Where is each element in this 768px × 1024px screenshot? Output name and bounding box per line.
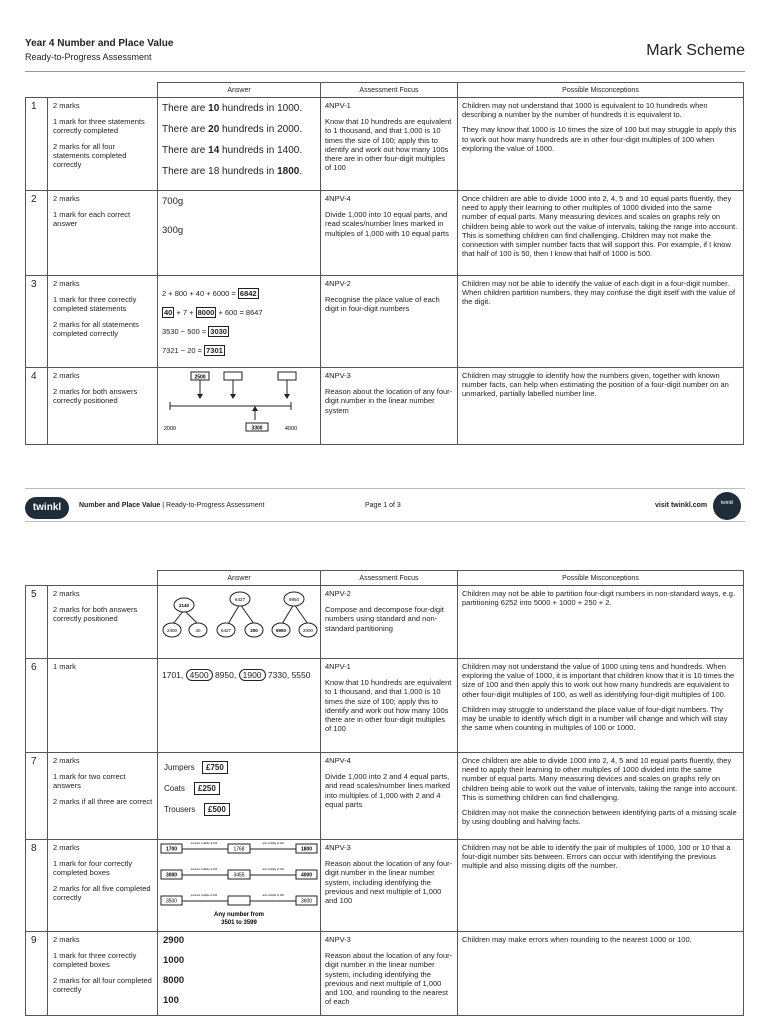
rounded-answer: 1000	[163, 955, 185, 966]
misconceptions-column-header: Possible Misconceptions	[458, 83, 744, 98]
marks-cell	[48, 191, 158, 276]
price-box: £250	[194, 782, 220, 795]
marks-text: 2 marks	[53, 279, 80, 288]
question-row-8	[26, 840, 744, 932]
question-number: 4	[26, 368, 48, 445]
document-title: Year 4 Number and Place Value	[25, 38, 174, 49]
misconception-text: Once children are able to divide 1000 into 2, 4, 5 and 10 equal parts fluently, they need to apply their learning to other multiples of 1000 divided into the same number of equal parts. Many measuring devices and scales on graphs rely on children being able to work out the value of intervals, taking the range into account. This is something children can find challenging. Children may not make the connection with simpler number facts that will support this. For example, if I know that half of 100 is 50, then I know that half of 1000 is 500.	[462, 194, 738, 259]
focus-code: 4NPV-2	[325, 589, 351, 598]
misconceptions-cell	[458, 586, 744, 659]
equation: 7321 − 20 = 7301	[162, 346, 223, 355]
focus-text: Recognise the place value of each digit in four-digit numbers	[325, 295, 440, 314]
blank-header-cell	[26, 571, 158, 586]
answer-value: 700g	[162, 196, 184, 207]
marks-cell	[48, 932, 158, 1016]
svg-text:3455: 3455	[233, 872, 245, 879]
answer-statement: There are 14 hundreds in 1400.	[162, 145, 303, 156]
answer-cell	[158, 98, 321, 191]
focus-cell	[321, 191, 458, 276]
svg-text:6950: 6950	[275, 628, 287, 633]
misconceptions-cell	[458, 753, 744, 840]
number-option: 8950,	[214, 670, 237, 680]
focus-text: Divide 1,000 into 10 equal parts, and read scales/number lines marked in multiples of 1,000 with 10 equal parts	[325, 210, 449, 238]
given-box-value: 3300	[251, 425, 263, 432]
svg-text:1800: 1800	[300, 846, 313, 853]
svg-text:next multiple of 100: next multiple of 100	[262, 894, 284, 897]
partition-diagrams	[158, 586, 320, 656]
marks-cell	[48, 276, 158, 368]
line-start-label: 2000	[163, 426, 177, 432]
svg-text:4000: 4000	[300, 872, 313, 879]
question-number: 9	[26, 932, 48, 1016]
arrow-head	[230, 394, 236, 399]
partition-tree	[217, 592, 263, 637]
quality-badge: twinkl	[713, 492, 741, 520]
number-line-row	[161, 842, 317, 853]
misconception-text: Children may make errors when rounding to the nearest 1000 or 100.	[462, 935, 692, 944]
misconceptions-cell	[458, 191, 744, 276]
question-number: 1	[26, 98, 48, 191]
marks-cell	[48, 368, 158, 445]
estimate-box-value: 2500	[194, 374, 206, 381]
question-row-1	[26, 98, 744, 191]
document-subtitle: Ready-to-Progress Assessment	[25, 52, 152, 62]
price-row: Trousers £500	[164, 803, 320, 816]
marks-text: 2 marks	[53, 756, 80, 765]
equation: 40 + 7 + 8000 + 600 = 8647	[164, 308, 263, 317]
focus-column-header: Assessment Focus	[321, 571, 458, 586]
misconceptions-cell	[458, 932, 744, 1016]
marks-text: 1 mark for three statements correctly completed	[53, 117, 145, 135]
svg-text:6427: 6427	[220, 628, 232, 633]
table-header-row	[26, 83, 744, 98]
question-number: 2	[26, 191, 48, 276]
price-row: Coats £250	[164, 782, 320, 795]
marks-cell	[48, 753, 158, 840]
focus-code: 4NPV-4	[325, 756, 351, 765]
page-header	[25, 38, 745, 72]
question-row-9	[26, 932, 744, 1016]
focus-code: 4NPV-1	[325, 662, 351, 671]
answer-cell	[158, 932, 321, 1016]
question-row-4	[26, 368, 744, 445]
misconceptions-cell	[458, 368, 744, 445]
focus-text: Know that 10 hundreds are equivalent to 1 thousand, and that 1,000 is 10 times the size of 100; apply this to identify and work out how many 100s there are in other four-digit multiples of 100	[325, 117, 452, 173]
svg-text:next multiple of 100: next multiple of 100	[262, 842, 284, 845]
misconception-text: Children may not be able to partition four-digit numbers in non-standard ways, e.g. partitioning 6252 into 5000 + 1000 + 250 + 2.	[462, 589, 736, 608]
svg-text:6427: 6427	[234, 597, 246, 602]
circled-number: 1900	[239, 669, 266, 681]
focus-text: Reason about the location of any four-digit number in the linear number system, including identifying the previous and next multiple of 1,000 and 100	[325, 859, 453, 906]
arrow-head	[284, 394, 290, 399]
answer-column-header: Answer	[158, 83, 321, 98]
focus-cell	[321, 753, 458, 840]
svg-text:previous multiple of 100: previous multiple of 100	[190, 894, 218, 897]
number-line-row	[161, 868, 317, 879]
svg-text:3000: 3000	[165, 872, 178, 879]
equation: 2 + 800 + 40 + 6000 = 6842	[162, 289, 257, 298]
misconceptions-column-header: Possible Misconceptions	[458, 571, 744, 586]
marks-text: 1 mark for three correctly completed statements	[53, 295, 137, 313]
number-option: 1701,	[162, 670, 184, 680]
marks-text: 2 marks	[53, 194, 80, 203]
answer-cell	[158, 276, 321, 368]
marks-text: 2 marks if all three are correct	[53, 797, 153, 806]
marks-text: 2 marks	[53, 589, 80, 598]
twinkl-logo: twinkl	[25, 497, 69, 519]
svg-text:3500: 3500	[165, 898, 178, 905]
price-box: £750	[202, 761, 228, 774]
focus-text: Divide 1,000 into 2 and 4 equal parts, and read scales/number lines marked into multiples of 1,000 with 2 and 4 equal parts	[325, 772, 451, 809]
question-row-3	[26, 276, 744, 368]
misconception-text: Once children are able to divide 1000 into 2, 4, 5 and 10 equal parts fluently, they need to apply their learning to other multiples of 1000 divided into the same number of equal parts. Many measuring devices and scales on graphs rely on children being able to work out the value of intervals, taking the range into account. This is something children can find challenging.	[462, 756, 738, 802]
marks-text: 2 marks for all four completed correctly	[53, 976, 152, 994]
marks-text: 1 mark for three correctly completed boxes	[53, 951, 137, 969]
marks-text: 1 mark for four correctly completed boxes	[53, 859, 133, 877]
svg-text:previous multiple of 100: previous multiple of 100	[190, 842, 218, 845]
marks-text: 1 mark	[53, 662, 76, 671]
mark-scheme-table-page-2	[25, 570, 744, 1016]
answer-box: 6842	[239, 289, 257, 298]
marks-text: 2 marks for both answers correctly positioned	[53, 387, 138, 405]
misconceptions-cell	[458, 840, 744, 932]
misconceptions-cell	[458, 98, 744, 191]
marks-text: 1 mark for each correct answer	[53, 210, 131, 228]
question-row-2	[26, 191, 744, 276]
misconception-text: They may know that 1000 is 10 times the size of 100 but may struggle to apply this to work out how many hundreds are in other four-digit multiples of 100 when exploring the value of 1000.	[462, 125, 737, 153]
misconception-text: Children may not be able to identify the value of each digit in a four-digit number. When children partition numbers, they may confuse the digit itself with the value of the digit.	[462, 279, 736, 307]
question-row-7	[26, 753, 744, 840]
number-option: 7330,	[267, 670, 290, 680]
arrow-head	[252, 406, 258, 411]
price-row: Jumpers £750	[164, 761, 320, 774]
question-number: 7	[26, 753, 48, 840]
answer-box: 8000	[197, 308, 215, 317]
number-line-row	[161, 894, 317, 905]
focus-cell	[321, 98, 458, 191]
blank-header-cell	[26, 83, 158, 98]
website-link[interactable]: visit twinkl.com	[655, 502, 708, 509]
circled-number: 4500	[186, 669, 213, 681]
focus-text: Know that 10 hundreds are equivalent to 1 thousand, and that 1,000 is 10 times the size of 100; apply this to identify and work out how many 100s there are in other four-digit multiples of 100	[325, 678, 452, 734]
misconception-text: Children may not understand the value of 1000 using tens and hundreds. When exploring the value of 1000, it is important that children know that it is 10 times the size of 100 and then apply this to work out how many hundreds are equivalent to other four-digit multiples of 100, as well as identifying four-digit multiples of 100.	[462, 662, 735, 699]
marks-cell	[48, 98, 158, 191]
equation: 3530 − 500 = 3030	[162, 327, 227, 336]
answer-statement: There are 10 hundreds in 1000.	[162, 103, 303, 114]
answer-cell	[158, 191, 321, 276]
answer-cell	[158, 586, 321, 659]
focus-code: 4NPV-4	[325, 194, 351, 203]
answer-cell	[158, 753, 321, 840]
misconceptions-cell	[458, 276, 744, 368]
marks-text: 2 marks	[53, 843, 80, 852]
focus-code: 4NPV-1	[325, 101, 351, 110]
question-row-6	[26, 659, 744, 753]
table-header-row	[26, 571, 744, 586]
focus-cell	[321, 586, 458, 659]
page-footer	[25, 488, 745, 522]
partition-tree	[272, 592, 317, 637]
svg-text:1768: 1768	[233, 846, 245, 853]
misconception-text: Children may struggle to identify how the numbers given, together with known number facts, can help when estimating the position of a four-digit number on an unmarked, partially labelled number line.	[462, 371, 729, 399]
misconception-text: Children may struggle to understand the place value of four-digit numbers. Thy may be unable to identify which digit in a number will change and which will stay the same when counting in multiples of 100 or 1000.	[462, 704, 728, 733]
marks-text: 2 marks for all statements completed correctly	[53, 320, 139, 338]
focus-column-header: Assessment Focus	[321, 83, 458, 98]
marks-text: 2 marks for all four statements completed correctly	[53, 142, 127, 169]
price-box: £500	[204, 803, 230, 816]
focus-code: 4NPV-2	[325, 279, 351, 288]
number-line-diagram	[158, 368, 320, 442]
svg-text:1700: 1700	[165, 846, 178, 853]
question-number: 6	[26, 659, 48, 753]
marks-text: 2 marks	[53, 101, 80, 110]
marks-cell	[48, 659, 158, 753]
marks-cell	[48, 586, 158, 659]
answer-box: 7301	[206, 346, 223, 355]
marks-text: 2 marks	[53, 371, 80, 380]
line-end-label: 4000	[284, 426, 298, 432]
svg-text:2400: 2400	[166, 628, 178, 633]
answer-statement: There are 20 hundreds in 2000.	[162, 124, 303, 135]
page-number: Page 1 of 3	[365, 502, 401, 509]
focus-code: 4NPV-3	[325, 371, 351, 380]
marks-text: 2 marks for all five completed correctly	[53, 884, 151, 902]
rounded-answer: 8000	[163, 975, 185, 986]
svg-text:2000: 2000	[302, 628, 314, 633]
focus-cell	[321, 276, 458, 368]
svg-text:3600: 3600	[300, 898, 313, 905]
focus-cell	[321, 368, 458, 445]
arrow-head	[197, 394, 203, 399]
focus-cell	[321, 932, 458, 1016]
mark-scheme-table-page-1	[25, 82, 744, 445]
answer-statement: There are 18 hundreds in 1800.	[162, 166, 303, 177]
question-number: 5	[26, 586, 48, 659]
answer-cell	[158, 368, 321, 445]
svg-text:40: 40	[195, 628, 201, 633]
estimate-box-empty	[278, 372, 296, 380]
marks-text: 2 marks for both answers correctly positioned	[53, 605, 138, 623]
marks-cell	[48, 840, 158, 932]
focus-text: Reason about the location of any four-digit number in the linear number system	[325, 387, 453, 415]
focus-cell	[321, 659, 458, 753]
answer-value: 300g	[162, 225, 184, 236]
focus-cell	[321, 840, 458, 932]
question-row-5	[26, 586, 744, 659]
focus-text: Compose and decompose four-digit numbers using standard and non-standard partitioning	[325, 605, 444, 633]
answer-box: 3030	[210, 327, 227, 336]
misconception-text: Children may not be able to identify the pair of multiples of 1000, 100 or 10 that a four-digit number sits between. Errors can occur with identifying the previous multiple and also missing digits off the number.	[462, 843, 731, 871]
range-note: Any number from 3501 to 3599	[213, 912, 265, 926]
estimate-box-empty	[224, 372, 242, 380]
answer-box: 40	[164, 308, 173, 317]
misconception-text: Children may not understand that 1000 is equivalent to 10 hundreds when describing a number by the number of hundreds it is equivalent to.	[462, 101, 708, 120]
svg-text:previous multiple of 100: previous multiple of 100	[190, 868, 218, 871]
focus-text: Reason about the location of any four-digit number in the linear number system, including identifying the previous and next multiple of 1,000 and 100, and rounding to the nearest of each	[325, 951, 453, 1007]
answer-column-header: Answer	[158, 571, 321, 586]
mark-scheme-title: Mark Scheme	[646, 42, 745, 59]
svg-text:2140: 2140	[178, 603, 190, 608]
footer-title: Number and Place Value | Ready-to-Progress Assessment	[79, 502, 265, 509]
marks-text: 2 marks	[53, 935, 80, 944]
rounded-answer: 100	[163, 995, 179, 1006]
focus-code: 4NPV-3	[325, 843, 351, 852]
question-number: 8	[26, 840, 48, 932]
rounded-answer: 2900	[163, 935, 185, 946]
svg-text:next multiple of 100: next multiple of 100	[262, 868, 284, 871]
misconceptions-cell	[458, 659, 744, 753]
partition-tree	[163, 598, 207, 637]
question-number: 3	[26, 276, 48, 368]
answer-cell	[158, 840, 321, 932]
svg-text:200: 200	[250, 628, 258, 633]
multiples-number-lines	[158, 840, 320, 929]
number-option: 5550	[291, 670, 311, 680]
marks-text: 1 mark for two correct answers	[53, 772, 126, 790]
svg-text:8950: 8950	[288, 597, 300, 602]
focus-code: 4NPV-3	[325, 935, 351, 944]
misconception-text: Children may not make the connection between identifying parts of a missing scale by using doubling and halving facts.	[462, 808, 737, 827]
answer-cell	[158, 659, 321, 753]
